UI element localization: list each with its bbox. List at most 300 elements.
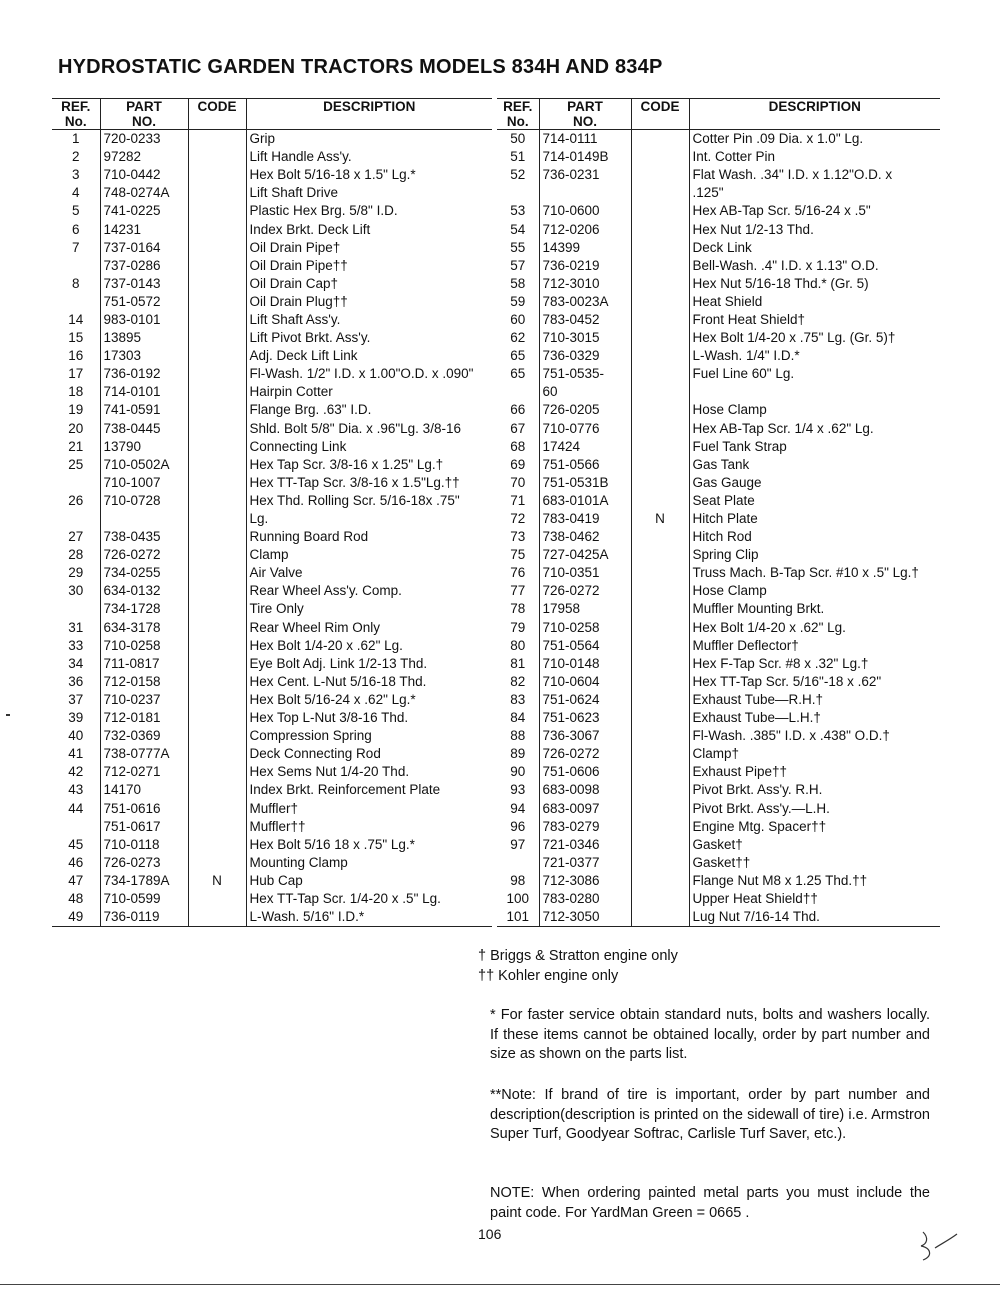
description-cell: Hex TT-Tap Scr. 5/16"-18 x .62" — [689, 673, 940, 691]
code-cell — [188, 890, 246, 908]
description-cell: Deck Link — [689, 239, 940, 257]
part-header: PART NO. — [100, 99, 188, 130]
table-row — [52, 836, 492, 854]
part-header: PART NO. — [539, 99, 631, 130]
code-cell — [631, 908, 689, 927]
part-number-cell: 721-0346 — [539, 836, 631, 854]
ref-cell: 69 — [510, 456, 526, 472]
table-row — [52, 401, 492, 419]
table-row — [52, 890, 492, 908]
description-cell: Spring Clip — [689, 546, 940, 564]
code-cell — [631, 383, 689, 401]
ref-header: REF. No. — [497, 99, 539, 130]
part-number-cell: 710-0599 — [100, 890, 188, 908]
table-header-row — [52, 99, 492, 130]
table-row — [497, 854, 940, 872]
ref-cell: 20 — [68, 420, 84, 436]
ref-cell: 49 — [52, 908, 100, 927]
code-cell — [188, 492, 246, 510]
part-number-cell: 736-0231 — [539, 166, 631, 184]
description-cell: Hex F-Tap Scr. #8 x .32" Lg.† — [689, 655, 940, 673]
code-cell — [631, 745, 689, 763]
ref-cell: 33 — [68, 637, 84, 653]
part-number-cell: 712-3050 — [539, 908, 631, 927]
part-number-cell: 634-0132 — [100, 582, 188, 600]
part-number-cell: 737-0286 — [100, 257, 188, 275]
code-cell — [188, 148, 246, 166]
part-number-cell: 711-0817 — [100, 655, 188, 673]
code-cell — [631, 763, 689, 781]
table-row — [497, 492, 940, 510]
table-row — [497, 836, 940, 854]
description-cell: Hitch Rod — [689, 528, 940, 546]
description-cell: Hex Nut 1/2-13 Thd. — [689, 220, 940, 238]
part-number-cell: 17303 — [100, 347, 188, 365]
part-number-cell: 726-0272 — [539, 582, 631, 600]
code-cell — [631, 890, 689, 908]
description-cell: Heat Shield — [689, 293, 940, 311]
ref-cell: 79 — [510, 619, 526, 635]
part-number-cell: 748-0274A — [100, 184, 188, 202]
table-row — [497, 582, 940, 600]
ref-cell: 58 — [510, 275, 526, 291]
part-number-cell: 738-0435 — [100, 528, 188, 546]
table-row — [497, 637, 940, 655]
ref-cell: 6 — [71, 221, 80, 237]
ref-cell — [497, 184, 539, 202]
ref-cell: 101 — [497, 908, 539, 927]
code-cell — [188, 220, 246, 238]
description-cell: Pivot Brkt. Ass'y.—L.H. — [689, 799, 940, 817]
part-number-cell: 751-0617 — [100, 818, 188, 836]
table-row — [52, 148, 492, 166]
description-cell: Hex Bolt 1/4-20 x .75" Lg. (Gr. 5)† — [689, 329, 940, 347]
part-number-cell: 738-0777A — [100, 745, 188, 763]
table-row — [497, 383, 940, 401]
part-number-cell: 783-0452 — [539, 311, 631, 329]
table-row — [497, 166, 940, 184]
code-cell — [631, 528, 689, 546]
part-number-cell: 738-0462 — [539, 528, 631, 546]
table-row — [497, 673, 940, 691]
ref-cell: 28 — [68, 547, 84, 563]
ref-cell: 1 — [71, 131, 80, 147]
legend-kohler: †† Kohler engine only — [478, 968, 619, 984]
description-cell: Hex Thd. Rolling Scr. 5/16-18x .75" — [246, 492, 492, 510]
ref-cell: 65 — [510, 348, 526, 364]
description-cell: Hex Bolt 1/4-20 x .62" Lg. — [246, 637, 492, 655]
code-cell — [188, 438, 246, 456]
ref-cell: 4 — [71, 185, 80, 201]
code-cell — [631, 293, 689, 311]
table-row — [52, 438, 492, 456]
ref-cell: 16 — [68, 348, 84, 364]
description-cell: Fl-Wash. 1/2" I.D. x 1.00"O.D. x .090" — [246, 365, 492, 383]
code-cell — [631, 872, 689, 890]
description-cell: Lift Shaft Ass'y. — [246, 311, 492, 329]
code-cell — [188, 184, 246, 202]
code-cell: N — [631, 510, 689, 528]
part-number-cell: 720-0233 — [100, 130, 188, 149]
description-cell: Tire Only — [246, 600, 492, 618]
part-number-cell: 726-0272 — [100, 546, 188, 564]
description-cell: Muffler Deflector† — [689, 637, 940, 655]
table-row — [497, 510, 940, 528]
code-cell — [631, 691, 689, 709]
description-cell: Oil Drain Plug†† — [246, 293, 492, 311]
table-row — [497, 619, 940, 637]
code-cell — [631, 420, 689, 438]
table-row — [497, 456, 940, 474]
ref-cell: 67 — [510, 420, 526, 436]
table-row — [497, 420, 940, 438]
part-number-cell: 734-1789A — [100, 872, 188, 890]
code-cell — [188, 546, 246, 564]
ref-cell: 7 — [71, 239, 80, 255]
description-cell: Truss Mach. B-Tap Scr. #10 x .5" Lg.† — [689, 564, 940, 582]
table-row — [52, 655, 492, 673]
code-cell — [631, 438, 689, 456]
code-cell — [631, 546, 689, 564]
table-row — [52, 275, 492, 293]
description-cell: Lg. — [246, 510, 492, 528]
code-cell — [188, 600, 246, 618]
description-cell: Hex Cent. L-Nut 5/16-18 Thd. — [246, 673, 492, 691]
part-number-cell: 751-0535- — [539, 365, 631, 383]
ref-cell: 96 — [510, 818, 526, 834]
code-cell — [188, 727, 246, 745]
table-row — [497, 220, 940, 238]
code-cell — [631, 673, 689, 691]
part-number-cell: 712-0206 — [539, 220, 631, 238]
code-cell — [631, 257, 689, 275]
table-row — [52, 528, 492, 546]
description-cell: Hex Tap Scr. 3/8-16 x 1.25" Lg.† — [246, 456, 492, 474]
description-cell: Cotter Pin .09 Dia. x 1.0" Lg. — [689, 130, 940, 149]
table-row — [52, 365, 492, 383]
part-number-cell: 783-0419 — [539, 510, 631, 528]
code-cell — [631, 220, 689, 238]
part-number-cell: 13895 — [100, 329, 188, 347]
description-cell: Exhaust Pipe†† — [689, 763, 940, 781]
part-number-cell: 710-0600 — [539, 202, 631, 220]
ref-cell: 80 — [510, 637, 526, 653]
description-cell: Muffler† — [246, 799, 492, 817]
table-row — [497, 275, 940, 293]
table-row — [497, 311, 940, 329]
ref-cell: 50 — [510, 131, 526, 147]
ref-cell: 53 — [510, 203, 526, 219]
part-number-cell: 710-0604 — [539, 673, 631, 691]
parts-table-right-body — [497, 130, 940, 927]
code-cell — [631, 130, 689, 149]
table-row — [52, 637, 492, 655]
description-cell: Clamp — [246, 546, 492, 564]
ref-cell: 42 — [68, 764, 84, 780]
ref-cell: 59 — [510, 293, 526, 309]
table-row — [52, 600, 492, 618]
code-cell — [631, 492, 689, 510]
part-number-cell: 736-0329 — [539, 347, 631, 365]
table-row — [52, 727, 492, 745]
table-row — [52, 691, 492, 709]
description-cell: Running Board Rod — [246, 528, 492, 546]
part-number-cell: 736-3067 — [539, 727, 631, 745]
ref-cell: 81 — [510, 655, 526, 671]
code-cell — [188, 401, 246, 419]
margin-mark — [6, 714, 10, 716]
part-number-cell: 751-0531B — [539, 474, 631, 492]
description-cell: Flange Brg. .63" I.D. — [246, 401, 492, 419]
part-number-cell: 14231 — [100, 220, 188, 238]
faster-service-note: * For faster service obtain standard nuts, bolts and washers locally. If these items cannot be obtained locally, order by part number and size as shown on the parts list. — [490, 1007, 930, 1062]
code-cell — [188, 908, 246, 927]
table-row — [497, 709, 940, 727]
ref-cell: 98 — [510, 872, 526, 888]
description-cell: Exhaust Tube—R.H.† — [689, 691, 940, 709]
description-cell: Clamp† — [689, 745, 940, 763]
code-cell — [188, 836, 246, 854]
ref-cell: 83 — [510, 691, 526, 707]
ref-cell: 93 — [510, 782, 526, 798]
code-cell — [631, 619, 689, 637]
code-cell — [188, 383, 246, 401]
table-row — [52, 220, 492, 238]
ref-cell: 2 — [71, 149, 80, 165]
part-number-cell: 783-0280 — [539, 890, 631, 908]
part-number-cell: 14399 — [539, 239, 631, 257]
table-row — [497, 239, 940, 257]
table-row — [52, 745, 492, 763]
code-cell — [631, 582, 689, 600]
ref-cell: 65 — [510, 366, 526, 382]
code-cell — [188, 420, 246, 438]
code-cell — [631, 329, 689, 347]
table-row — [52, 763, 492, 781]
description-cell: Engine Mtg. Spacer†† — [689, 818, 940, 836]
code-cell — [188, 691, 246, 709]
code-cell — [188, 311, 246, 329]
code-cell — [631, 836, 689, 854]
table-row — [497, 438, 940, 456]
part-number-cell: 983-0101 — [100, 311, 188, 329]
table-header-row — [497, 99, 940, 130]
description-cell: Oil Drain Pipe†† — [246, 257, 492, 275]
ref-cell: 46 — [68, 854, 84, 870]
table-row — [497, 148, 940, 166]
ref-cell: 18 — [68, 384, 84, 400]
table-row — [497, 564, 940, 582]
description-cell: Deck Connecting Rod — [246, 745, 492, 763]
code-cell — [188, 257, 246, 275]
code-cell — [631, 347, 689, 365]
part-number-cell: 726-0273 — [100, 854, 188, 872]
table-row — [497, 908, 940, 927]
part-number-cell: 783-0279 — [539, 818, 631, 836]
description-cell: Hex Bolt 5/16-18 x 1.5" Lg.* — [246, 166, 492, 184]
table-row — [497, 401, 940, 419]
code-cell — [188, 745, 246, 763]
part-number-cell: 60 — [539, 383, 631, 401]
description-cell: Pivot Brkt. Ass'y. R.H. — [689, 781, 940, 799]
table-row — [52, 184, 492, 202]
code-cell — [188, 781, 246, 799]
code-cell — [631, 365, 689, 383]
code-cell — [188, 329, 246, 347]
description-cell: Rear Wheel Rim Only — [246, 619, 492, 637]
table-row — [497, 329, 940, 347]
code-cell — [188, 474, 246, 492]
parts-table-left — [52, 98, 492, 927]
table-row — [52, 908, 492, 927]
description-cell: Oil Drain Cap† — [246, 275, 492, 293]
table-row — [497, 184, 940, 202]
bottom-rule — [0, 1284, 1000, 1285]
ref-cell: 90 — [510, 764, 526, 780]
part-number-cell: 714-0149B — [539, 148, 631, 166]
part-number-cell: 732-0369 — [100, 727, 188, 745]
description-cell: Hose Clamp — [689, 401, 940, 419]
description-header: DESCRIPTION — [246, 99, 492, 130]
table-row — [52, 456, 492, 474]
code-cell — [631, 709, 689, 727]
description-cell: Hex Bolt 1/4-20 x .62" Lg. — [689, 619, 940, 637]
description-cell: Plastic Hex Brg. 5/8" I.D. — [246, 202, 492, 220]
part-number-cell — [100, 510, 188, 528]
ref-cell: 72 — [510, 511, 526, 527]
part-number-cell: 683-0101A — [539, 492, 631, 510]
code-cell — [631, 600, 689, 618]
ref-cell: 78 — [510, 601, 526, 617]
legend-briggs: † Briggs & Stratton engine only — [478, 948, 678, 964]
part-number-cell: 726-0205 — [539, 401, 631, 419]
ref-cell: 26 — [68, 492, 84, 508]
table-row — [497, 745, 940, 763]
table-row — [52, 329, 492, 347]
part-number-cell: 751-0606 — [539, 763, 631, 781]
code-cell — [631, 311, 689, 329]
part-number-cell: 737-0143 — [100, 275, 188, 293]
code-cell — [188, 275, 246, 293]
description-cell: Hitch Plate — [689, 510, 940, 528]
page-title: HYDROSTATIC GARDEN TRACTORS MODELS 834H AND 834P — [58, 56, 663, 78]
code-cell — [188, 528, 246, 546]
ref-cell — [52, 818, 100, 836]
code-cell — [188, 293, 246, 311]
table-row — [52, 546, 492, 564]
description-cell: Exhaust Tube—L.H.† — [689, 709, 940, 727]
ref-cell: 88 — [510, 728, 526, 744]
ref-cell: 8 — [71, 275, 80, 291]
part-number-cell: 634-3178 — [100, 619, 188, 637]
description-cell: Hex Bolt 5/16-24 x .62" Lg.* — [246, 691, 492, 709]
description-cell: Bell-Wash. .4" I.D. x 1.13" O.D. — [689, 257, 940, 275]
code-cell: N — [188, 872, 246, 890]
table-row — [497, 872, 940, 890]
description-cell: Hex Bolt 5/16 18 x .75" Lg.* — [246, 836, 492, 854]
code-cell — [631, 799, 689, 817]
code-cell — [188, 655, 246, 673]
description-cell: Flat Wash. .34" I.D. x 1.12"O.D. x — [689, 166, 940, 184]
part-number-cell: 736-0219 — [539, 257, 631, 275]
table-row — [52, 420, 492, 438]
description-cell: Gas Tank — [689, 456, 940, 474]
part-number-cell: 751-0624 — [539, 691, 631, 709]
part-number-cell: 710-0776 — [539, 420, 631, 438]
ref-cell: 19 — [68, 402, 84, 418]
description-cell: Muffler Mounting Brkt. — [689, 600, 940, 618]
part-number-cell: 736-0192 — [100, 365, 188, 383]
description-cell: Seat Plate — [689, 492, 940, 510]
table-row — [52, 872, 492, 890]
ref-cell: 55 — [510, 239, 526, 255]
code-cell — [188, 854, 246, 872]
table-row — [497, 691, 940, 709]
ref-cell: 29 — [68, 565, 84, 581]
table-row — [52, 383, 492, 401]
description-cell: Rear Wheel Ass'y. Comp. — [246, 582, 492, 600]
table-row — [52, 799, 492, 817]
code-cell — [631, 854, 689, 872]
part-number-cell: 736-0119 — [100, 908, 188, 927]
table-row — [497, 799, 940, 817]
code-cell — [188, 763, 246, 781]
code-header: CODE — [188, 99, 246, 130]
ref-cell: 82 — [510, 673, 526, 689]
ref-cell: 84 — [510, 710, 526, 726]
table-row — [497, 600, 940, 618]
code-cell — [631, 456, 689, 474]
description-cell: L-Wash. 1/4" I.D.* — [689, 347, 940, 365]
ref-cell — [52, 293, 100, 311]
description-cell: Muffler†† — [246, 818, 492, 836]
ref-cell — [52, 510, 100, 528]
table-row — [497, 781, 940, 799]
part-number-cell — [539, 184, 631, 202]
table-row — [52, 619, 492, 637]
part-number-cell: 17424 — [539, 438, 631, 456]
table-row — [52, 564, 492, 582]
description-cell: Hex AB-Tap Scr. 1/4 x .62" Lg. — [689, 420, 940, 438]
table-row — [52, 709, 492, 727]
table-row — [497, 890, 940, 908]
table-row — [497, 293, 940, 311]
code-cell — [188, 799, 246, 817]
ref-cell: 40 — [68, 728, 84, 744]
table-row — [52, 130, 492, 149]
part-number-cell: 710-3015 — [539, 329, 631, 347]
code-cell — [631, 637, 689, 655]
part-number-cell: 751-0616 — [100, 799, 188, 817]
ref-cell: 36 — [68, 673, 84, 689]
part-number-cell: 710-0442 — [100, 166, 188, 184]
code-cell — [631, 202, 689, 220]
part-number-cell: 751-0566 — [539, 456, 631, 474]
ref-cell: 34 — [68, 655, 84, 671]
table-row — [52, 781, 492, 799]
code-cell — [631, 184, 689, 202]
part-number-cell: 751-0623 — [539, 709, 631, 727]
part-number-cell: 710-0728 — [100, 492, 188, 510]
ref-cell: 17 — [68, 366, 84, 382]
handwritten-initials — [905, 1224, 965, 1264]
table-row — [497, 257, 940, 275]
ref-cell: 31 — [68, 619, 84, 635]
code-cell — [631, 239, 689, 257]
table-row — [52, 166, 492, 184]
part-number-cell: 712-0158 — [100, 673, 188, 691]
ref-cell: 5 — [71, 203, 80, 219]
